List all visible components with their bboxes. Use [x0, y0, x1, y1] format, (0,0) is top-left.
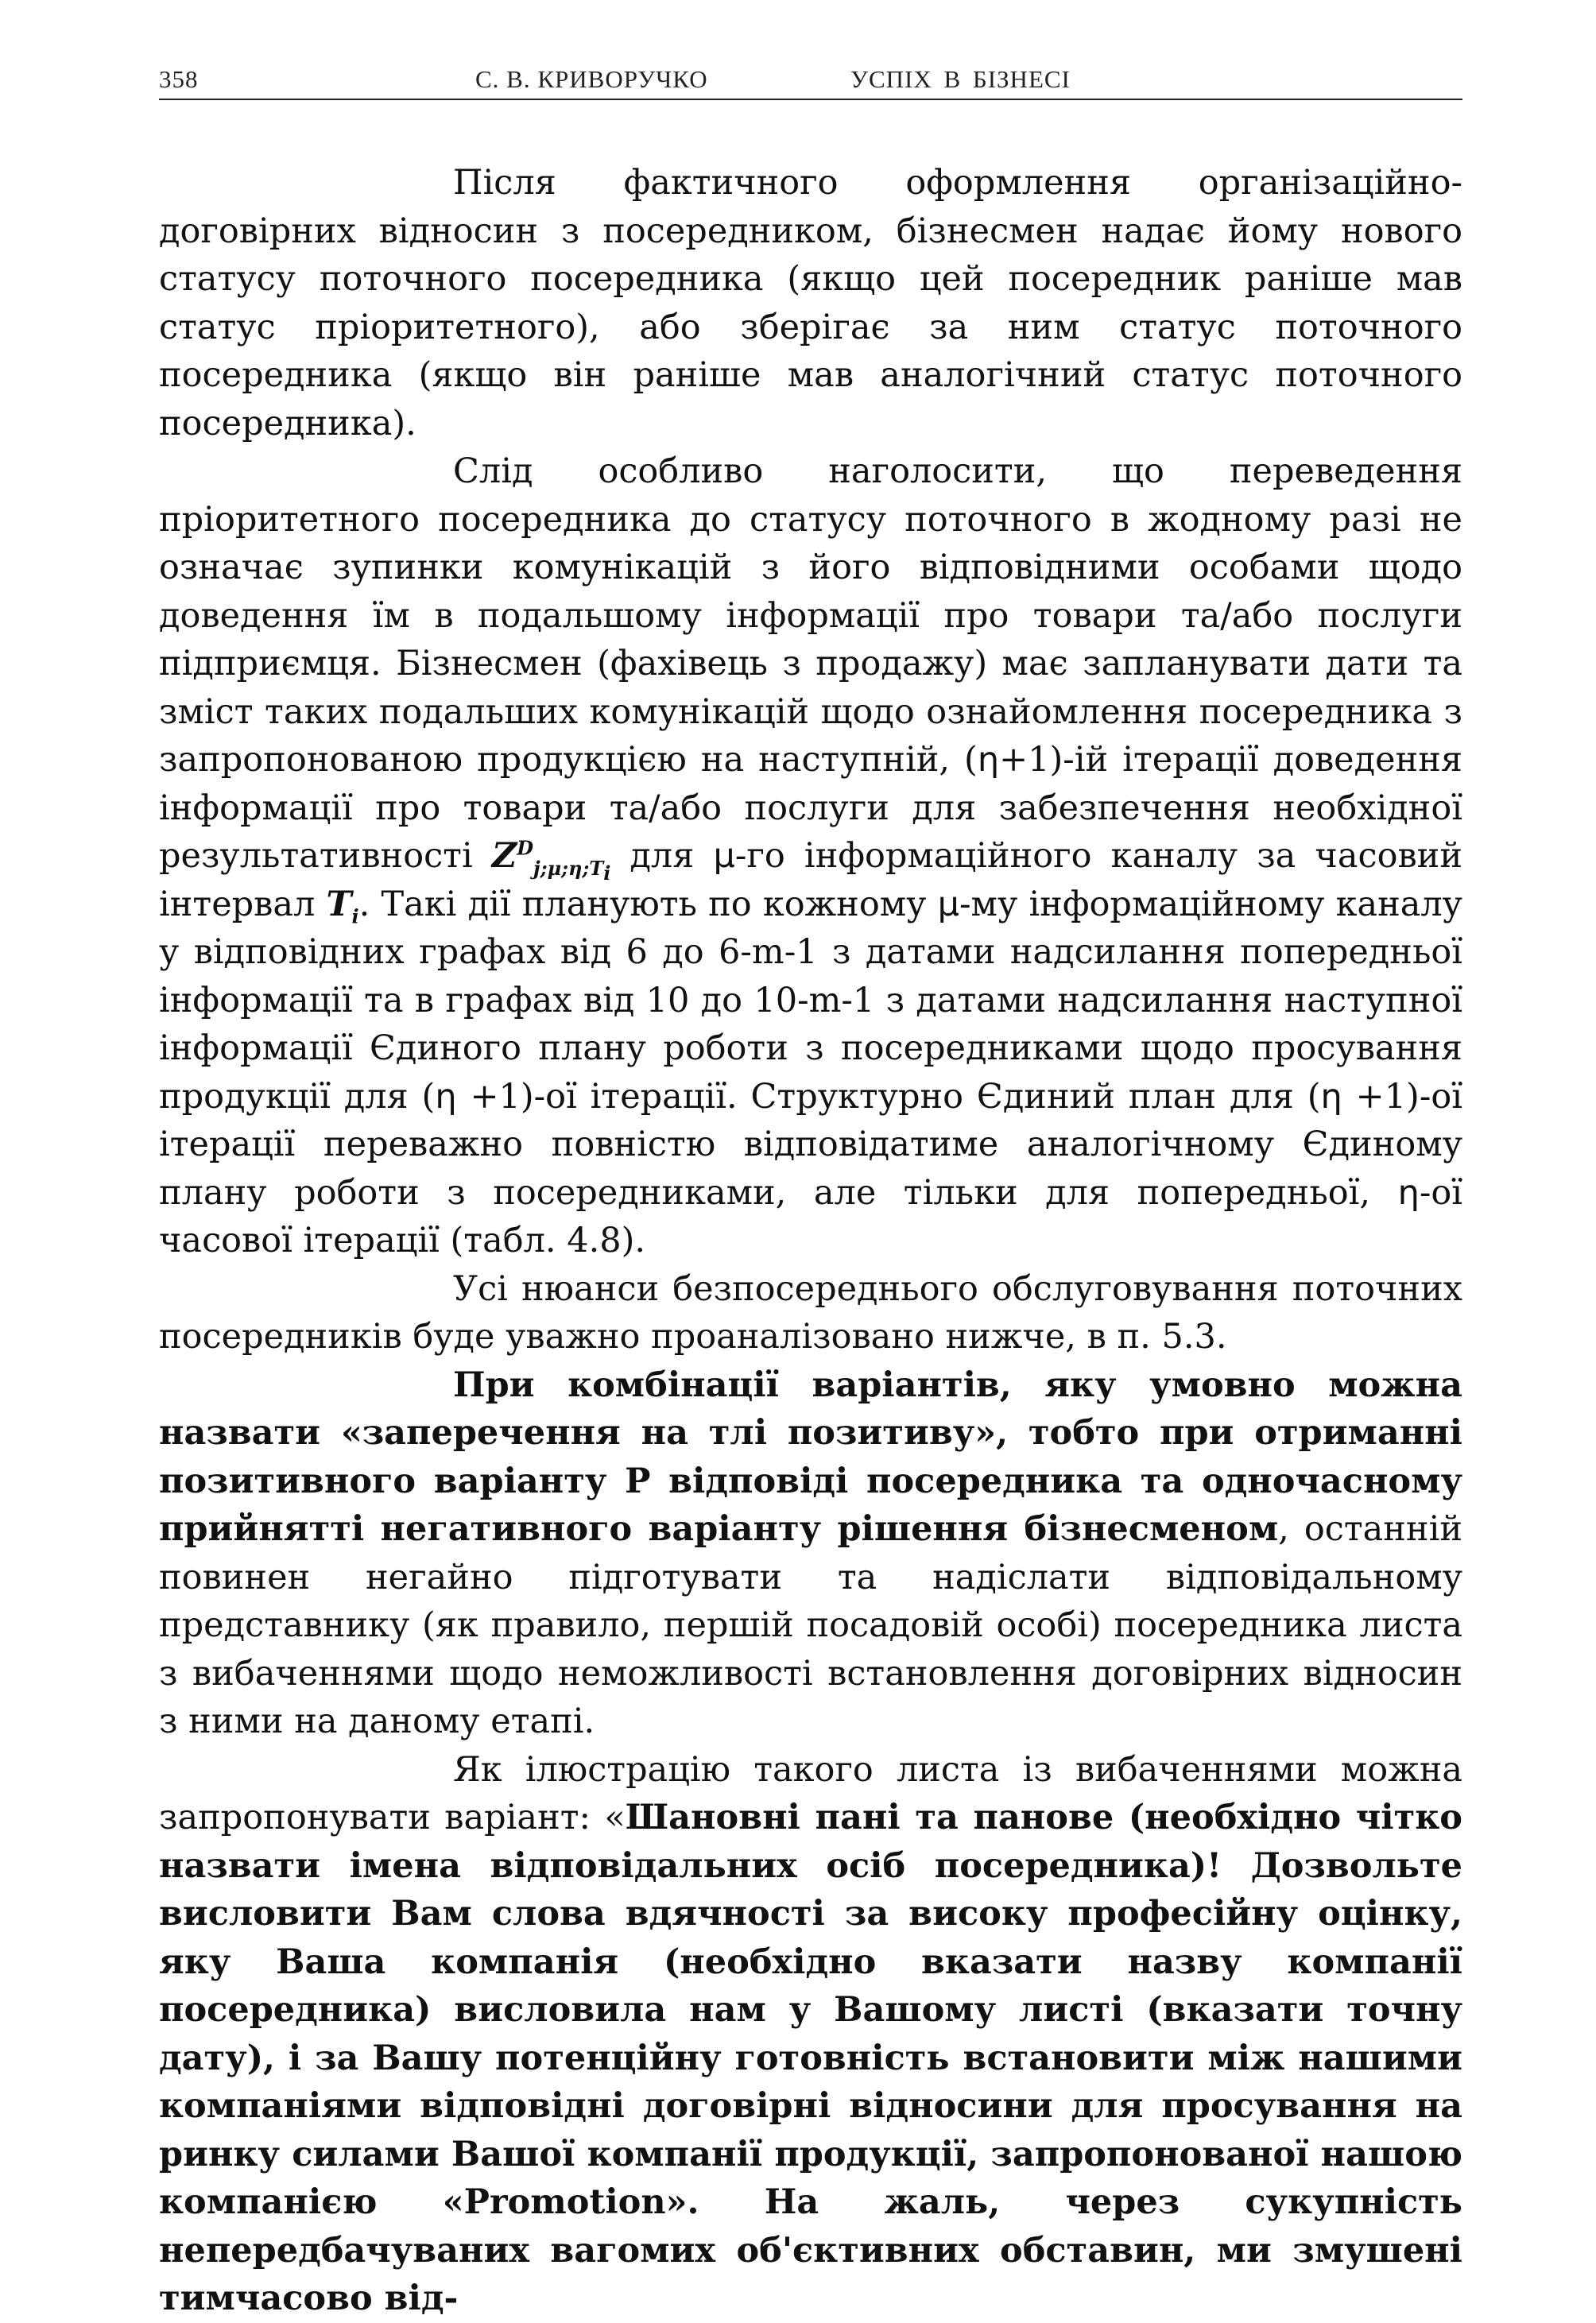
- page-body: [159, 159, 1462, 2323]
- paragraph-5-text: Як ілюстрацію такого листа із вибаченнями можна запропонувати варіант: «: [159, 1749, 1462, 1837]
- paragraph-1-text: Після фактичного оформлення організаційно-договірних відносин з посередником, бізнесмен надає йому нового статусу поточного посередника (якщо цей посередник раніше мав статус пріоритетного), або зберігає за ним статус поточного посередника (якщо він раніше мав аналогічний статус поточного посередника).: [159, 163, 1462, 443]
- formula-t-subscript: i: [351, 904, 359, 928]
- paragraph-2-text-i: -ої часової ітерації (табл. 4.8).: [159, 1172, 1462, 1260]
- mu-symbol: μ: [937, 884, 960, 924]
- running-header: [159, 57, 1462, 100]
- paragraph-2-text-e: . Такі дії планують по кожному: [358, 884, 938, 924]
- paragraph-2-text-g: +1)-ої ітерації. Структурно Єдиний план для (: [456, 1076, 1321, 1117]
- formula-z-subscript: [533, 856, 611, 885]
- paragraph-2-text-h: +1)-ої ітерації переважно повністю відповідатиме аналогічному Єдиному плану роботи з посередниками, але тільки для попередньої,: [159, 1076, 1462, 1213]
- paragraph-4-bold-text: При комбінації варіантів, яку умовно можна назвати «заперечення на тлі позитиву», тобто при отриманні позитивного варіанту P відповіді посередника та одночасному прийнятті негативного варіанту рішення бізнесменом: [159, 1365, 1462, 1549]
- header-author: С. В. КРИВОРУЧКО: [475, 65, 708, 93]
- mu-symbol: μ: [713, 836, 735, 876]
- paragraph-2-text-b: +1)-ій ітерації доведення інформації про товари та/або послуги для забезпечення необхідної результативності: [159, 740, 1462, 876]
- result-formula: [491, 836, 611, 885]
- formula-z-subsubscript: i: [603, 861, 611, 885]
- header-book-title: УСПІХ В БІЗНЕСІ: [850, 65, 1071, 93]
- formula-z-superscript: D: [517, 836, 534, 860]
- eta-symbol: η: [1320, 1076, 1342, 1117]
- paragraph-2-text-c: для: [610, 836, 714, 876]
- paragraph-1: [159, 159, 1462, 447]
- paragraph-4: [159, 1361, 1462, 1746]
- paragraph-2-text-a: Слід особливо наголосити, що переведення пріоритетного посередника до статусу поточного в жодному разі не означає зупинки комунікацій з його відповідними особами щодо доведення їм в подальшому інформації про товари та/або послуги підприємця. Бізнесмен (фахівець з продажу) має запланувати дати та зміст таких подальших комунікацій щодо ознайомлення посередника з запропонованою продукцією на наступній, (: [159, 451, 1462, 780]
- eta-symbol: η: [435, 1076, 457, 1117]
- page-number: 358: [159, 65, 199, 93]
- interval-formula: [326, 884, 359, 928]
- paragraph-3: [159, 1265, 1462, 1361]
- formula-z: Z: [491, 836, 517, 876]
- paragraph-2-text-f: -му інформаційному каналу у відповідних графах від 6 до 6-m-1 з датами надсилання попередньої інформації та в графах від 10 до 10-m-1 з датами надсилання наступної інформації Єдиного плану роботи з посередниками щодо просування продукції для (: [159, 884, 1462, 1117]
- formula-t: T: [326, 884, 352, 924]
- paragraph-2-text-d: -го інформаційного каналу за часовий інтервал: [159, 836, 1462, 924]
- eta-symbol: η: [977, 740, 1000, 780]
- paragraph-5-letter-sample: Шановні пані та панове (необхідно чітко назвати імена відповідальних осіб посередника)! Дозвольте висловити Вам слова вдячності за високу професійну оцінку, яку Ваша компанія (необхідно вказати назву компанії посередника) висловила нам у Вашому листі (вказати точну дату), і за Вашу потенційну готовність встановити між нашими компаніями відповідні договірні відносини для просування на ринку силами Вашої компанії продукції, запропонованої нашою компанією «Promotion». На жаль, через сукупність непередбачуваних вагомих об'єктивних обставин, ми змушені тимчасово від-: [159, 1798, 1462, 2318]
- paragraph-4-text: , останній повинен негайно підготувати та надіслати відповідальному представнику (як правило, першій посадовій особі) посередника листа з вибаченнями щодо неможливості встановлення договірних відносин з ними на даному етапі.: [159, 1509, 1462, 1741]
- eta-symbol: η: [1397, 1172, 1420, 1213]
- paragraph-5: [159, 1746, 1462, 2323]
- formula-z-subscript-text: j;μ;η;T: [533, 856, 604, 880]
- paragraph-2: [159, 447, 1462, 1265]
- paragraph-3-text: Усі нюанси безпосереднього обслуговування поточних посередників буде уважно проаналізовано нижче, в п. 5.3.: [159, 1268, 1462, 1357]
